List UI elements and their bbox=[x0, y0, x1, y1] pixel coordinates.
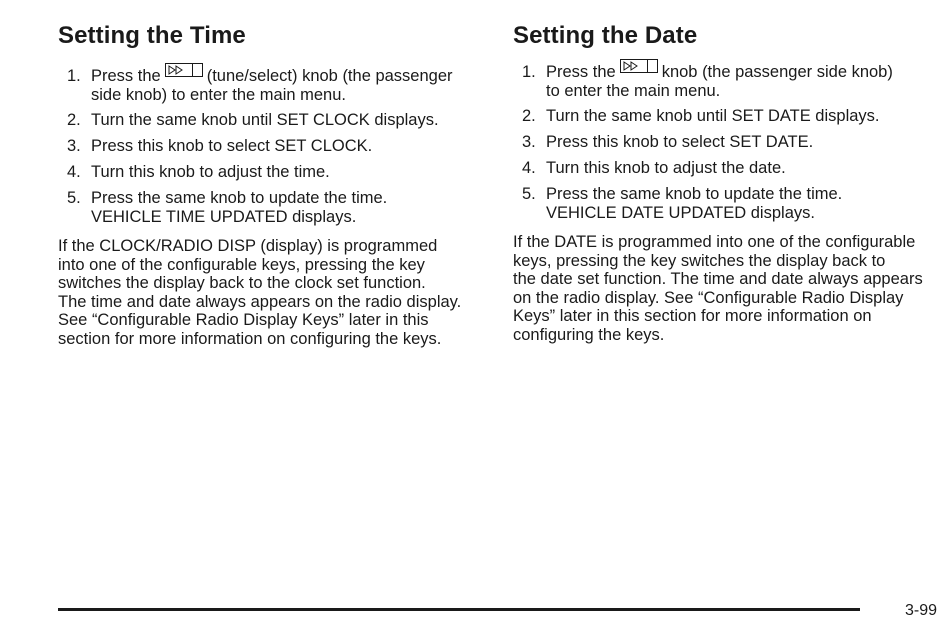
time-paragraph bbox=[58, 237, 461, 348]
step-line: VEHICLE TIME UPDATED displays. bbox=[91, 207, 357, 226]
step-text: knob (the passenger side knob) bbox=[661, 63, 893, 81]
footer-rule bbox=[58, 608, 860, 611]
step-text: Press the bbox=[546, 63, 616, 81]
step-text: Press the bbox=[91, 67, 161, 85]
step-number: 4. bbox=[67, 163, 81, 182]
paragraph-line: Keys” later in this section for more information on bbox=[513, 307, 872, 325]
step-number: 3. bbox=[522, 133, 536, 152]
step-line: Press the same knob to update the time. bbox=[546, 185, 843, 204]
step-line: Turn this knob to adjust the date. bbox=[546, 159, 786, 178]
tune-select-knob-icon bbox=[620, 59, 658, 73]
paragraph-line: into one of the configurable keys, pressing the key bbox=[58, 255, 425, 274]
section-title-setting-time: Setting the Time bbox=[58, 22, 246, 49]
paragraph-line: the date set function. The time and date always appears bbox=[513, 270, 923, 288]
paragraph-line: If the CLOCK/RADIO DISP (display) is programmed bbox=[58, 237, 438, 255]
list-item bbox=[513, 133, 893, 152]
step-number: 1. bbox=[67, 67, 81, 85]
list-item bbox=[513, 185, 893, 222]
date-steps-list bbox=[513, 63, 893, 229]
step-line: to enter the main menu. bbox=[546, 81, 721, 100]
step-line bbox=[91, 67, 453, 86]
date-paragraph bbox=[513, 233, 923, 344]
step-line: Turn the same knob until SET DATE displays. bbox=[546, 107, 880, 126]
paragraph-line: switches the display back to the clock set function. bbox=[58, 274, 426, 292]
paragraph-line: See “Configurable Radio Display Keys” later in this bbox=[58, 311, 429, 329]
list-item bbox=[513, 159, 893, 178]
list-item bbox=[58, 67, 453, 104]
paragraph-line: The time and date always appears on the radio display. bbox=[58, 292, 462, 311]
step-number: 5. bbox=[67, 189, 81, 208]
step-number: 4. bbox=[522, 159, 536, 178]
step-line: Press this knob to select SET DATE. bbox=[546, 133, 814, 152]
list-item bbox=[58, 189, 453, 226]
step-number: 2. bbox=[67, 111, 81, 130]
step-line: Turn the same knob until SET CLOCK displays. bbox=[91, 111, 439, 130]
step-line: side knob) to enter the main menu. bbox=[91, 85, 346, 104]
step-line: Press this knob to select SET CLOCK. bbox=[91, 137, 373, 156]
paragraph-line: keys, pressing the key switches the display back to bbox=[513, 251, 886, 270]
list-item bbox=[58, 163, 453, 182]
step-line: VEHICLE DATE UPDATED displays. bbox=[546, 203, 815, 222]
step-number: 1. bbox=[522, 63, 536, 81]
list-item bbox=[513, 63, 893, 100]
tune-select-knob-icon bbox=[165, 63, 203, 77]
paragraph-line: If the DATE is programmed into one of the configurable bbox=[513, 233, 916, 251]
step-line: Press the same knob to update the time. bbox=[91, 189, 388, 208]
step-text: (tune/select) knob (the passenger bbox=[206, 67, 453, 85]
list-item bbox=[58, 111, 453, 130]
step-number: 5. bbox=[522, 185, 536, 204]
page-number: 3-99 bbox=[905, 602, 938, 619]
list-item bbox=[513, 107, 893, 126]
paragraph-line: section for more information on configuring the keys. bbox=[58, 329, 442, 348]
step-number: 2. bbox=[522, 107, 536, 126]
paragraph-line: configuring the keys. bbox=[513, 325, 665, 344]
list-item bbox=[58, 137, 453, 156]
time-steps-list bbox=[58, 67, 453, 233]
paragraph-line: on the radio display. See “Configurable Radio Display bbox=[513, 288, 904, 307]
section-title-setting-date: Setting the Date bbox=[513, 22, 698, 49]
step-line: Turn this knob to adjust the time. bbox=[91, 163, 330, 182]
step-line bbox=[546, 63, 893, 82]
step-number: 3. bbox=[67, 137, 81, 156]
